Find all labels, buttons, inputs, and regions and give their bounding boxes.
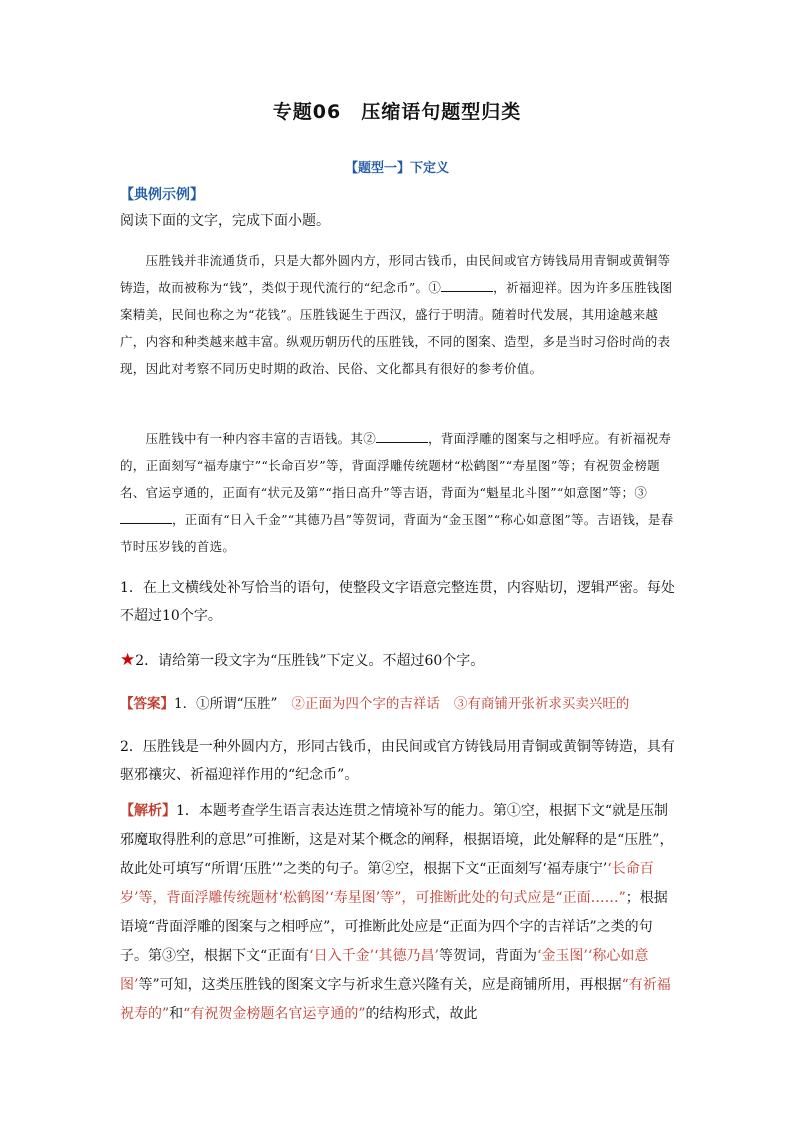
answer-3: ③有商铺开张祈求买卖兴旺的	[453, 696, 630, 712]
analysis-red-3: ‘金玉图’‘称心如意图’	[120, 948, 649, 993]
question-type-heading: 【题型一】下定义	[344, 161, 449, 176]
analysis-text-5: 和	[169, 1006, 184, 1022]
passage-1-text-b: ，祈福迎祥。因为许多压胜钱图案精美，民间也称之为“花钱”。压胜钱诞生于西汉，盛行于明清。随着时代发展，其用途越来越广，内容和种类越来越丰富。纵观历朝历代的压胜钱，不同的图案、造型，多是当时习俗时尚的表现，因此对考察不同历史时期的政治、民俗、文化都具有很好的参考价值。	[120, 280, 673, 376]
passage-2-text-b: ，背面浮雕的图案与之相呼应。有祈福祝寿的，正面刻写“福寿康宁”“长命百岁”等，背面浮雕传统题材“松鹤图”“寿星图”等；有祝贺金榜题名、官运亨通的，正面有“状元及第”“指日高升”等吉语，背面为“魁星北斗图”“如意图”等；③	[120, 431, 672, 500]
analysis-tag: 【解析】	[120, 803, 176, 819]
section-heading: 【典例示例】	[120, 187, 204, 203]
question-1: 1．在上文横线处补写恰当的语句，使整段文字语意完整连贯，内容贴切，逻辑严密。每处不超过10个字。	[120, 580, 675, 624]
analysis-text-3: 等贺词，背面为	[438, 948, 537, 964]
star-icon: ★	[120, 650, 136, 670]
answer-number: 1．	[174, 696, 197, 712]
analysis-text-2: ；根据语境“背面浮雕的图案与之相呼应”，可推断此处应是“正面为四个字的吉祥话”之类的句子。第③空，根据下文“正面有	[120, 890, 668, 964]
blank-line-1	[441, 277, 493, 292]
question-2-text: 2．请给第一段文字为“压胜钱”下定义。不超过60个字。	[135, 653, 485, 669]
analysis-text-4: 等”可知，这类压胜钱的图案文字与祈求生意兴隆有关，应是商铺所用，再根据	[138, 977, 622, 993]
passage-1-text-a: 压胜钱并非流通货币，只是大都外圆内方，形同古钱币，由民间或官方铸钱局用青铜或黄铜等铸造，故而被称为“钱”，类似于现代流行的“纪念币”。①	[120, 253, 671, 295]
analysis-text-1: 1．本题考查学生语言表达连贯之情境补写的能力。第①空，根据下文“就是压制邪魔取得胜利的意思”可推断，这是对某个概念的阐释，根据语境，此处解释的是“压胜”，故此处可填写“所谓‘压胜’”之类的句子。第②空，根据下文“正面刻写‘福寿康宁’	[120, 803, 674, 877]
blank-line-2	[376, 428, 428, 443]
answer-tag: 【答案】	[120, 696, 174, 712]
passage-2-text-a: 压胜钱中有一种内容丰富的吉语钱。其②	[120, 431, 377, 446]
answer-1: ①所谓“压胜”	[196, 696, 278, 712]
analysis-red-1: ‘长命百岁’等，背面浮雕传统题材‘松鹤图’‘寿星图’等”，可推断此处的句式应是“正面……”	[120, 861, 654, 906]
answer-2: ②正面为四个字的吉祥话	[291, 696, 440, 712]
analysis-red-2: ‘日入千金’‘其德乃昌’	[309, 948, 439, 964]
analysis-red-4: “有祈福祝寿的”	[120, 977, 671, 1022]
page-title: 专题06 压缩语句题型归类	[272, 101, 522, 123]
intro-instruction: 阅读下面的文字，完成下面小题。	[120, 213, 330, 229]
answer-2-definition: 2．压胜钱是一种外圆内方，形同古钱币，由民间或官方铸钱局用青铜或黄铜等铸造，具有驱邪禳灾、祈福迎祥作用的“纪念币”。	[120, 739, 675, 783]
passage-paragraph-2	[120, 425, 680, 560]
answer-block	[120, 690, 680, 718]
question-2	[120, 646, 680, 675]
blank-line-3	[120, 509, 172, 524]
analysis-text-6: 的结构形式，故此	[365, 1006, 478, 1022]
analysis-red-5: “有祝贺金榜题名官运亨通的”	[183, 1006, 366, 1022]
passage-2-text-c: ，正面有“日入千金”“其德乃昌”等贺词，背面为“金玉图”“称心如意图”等。吉语钱，是春节时压岁钱的首选。	[120, 512, 674, 554]
analysis-block	[120, 797, 680, 1029]
passage-paragraph-1	[120, 247, 680, 382]
